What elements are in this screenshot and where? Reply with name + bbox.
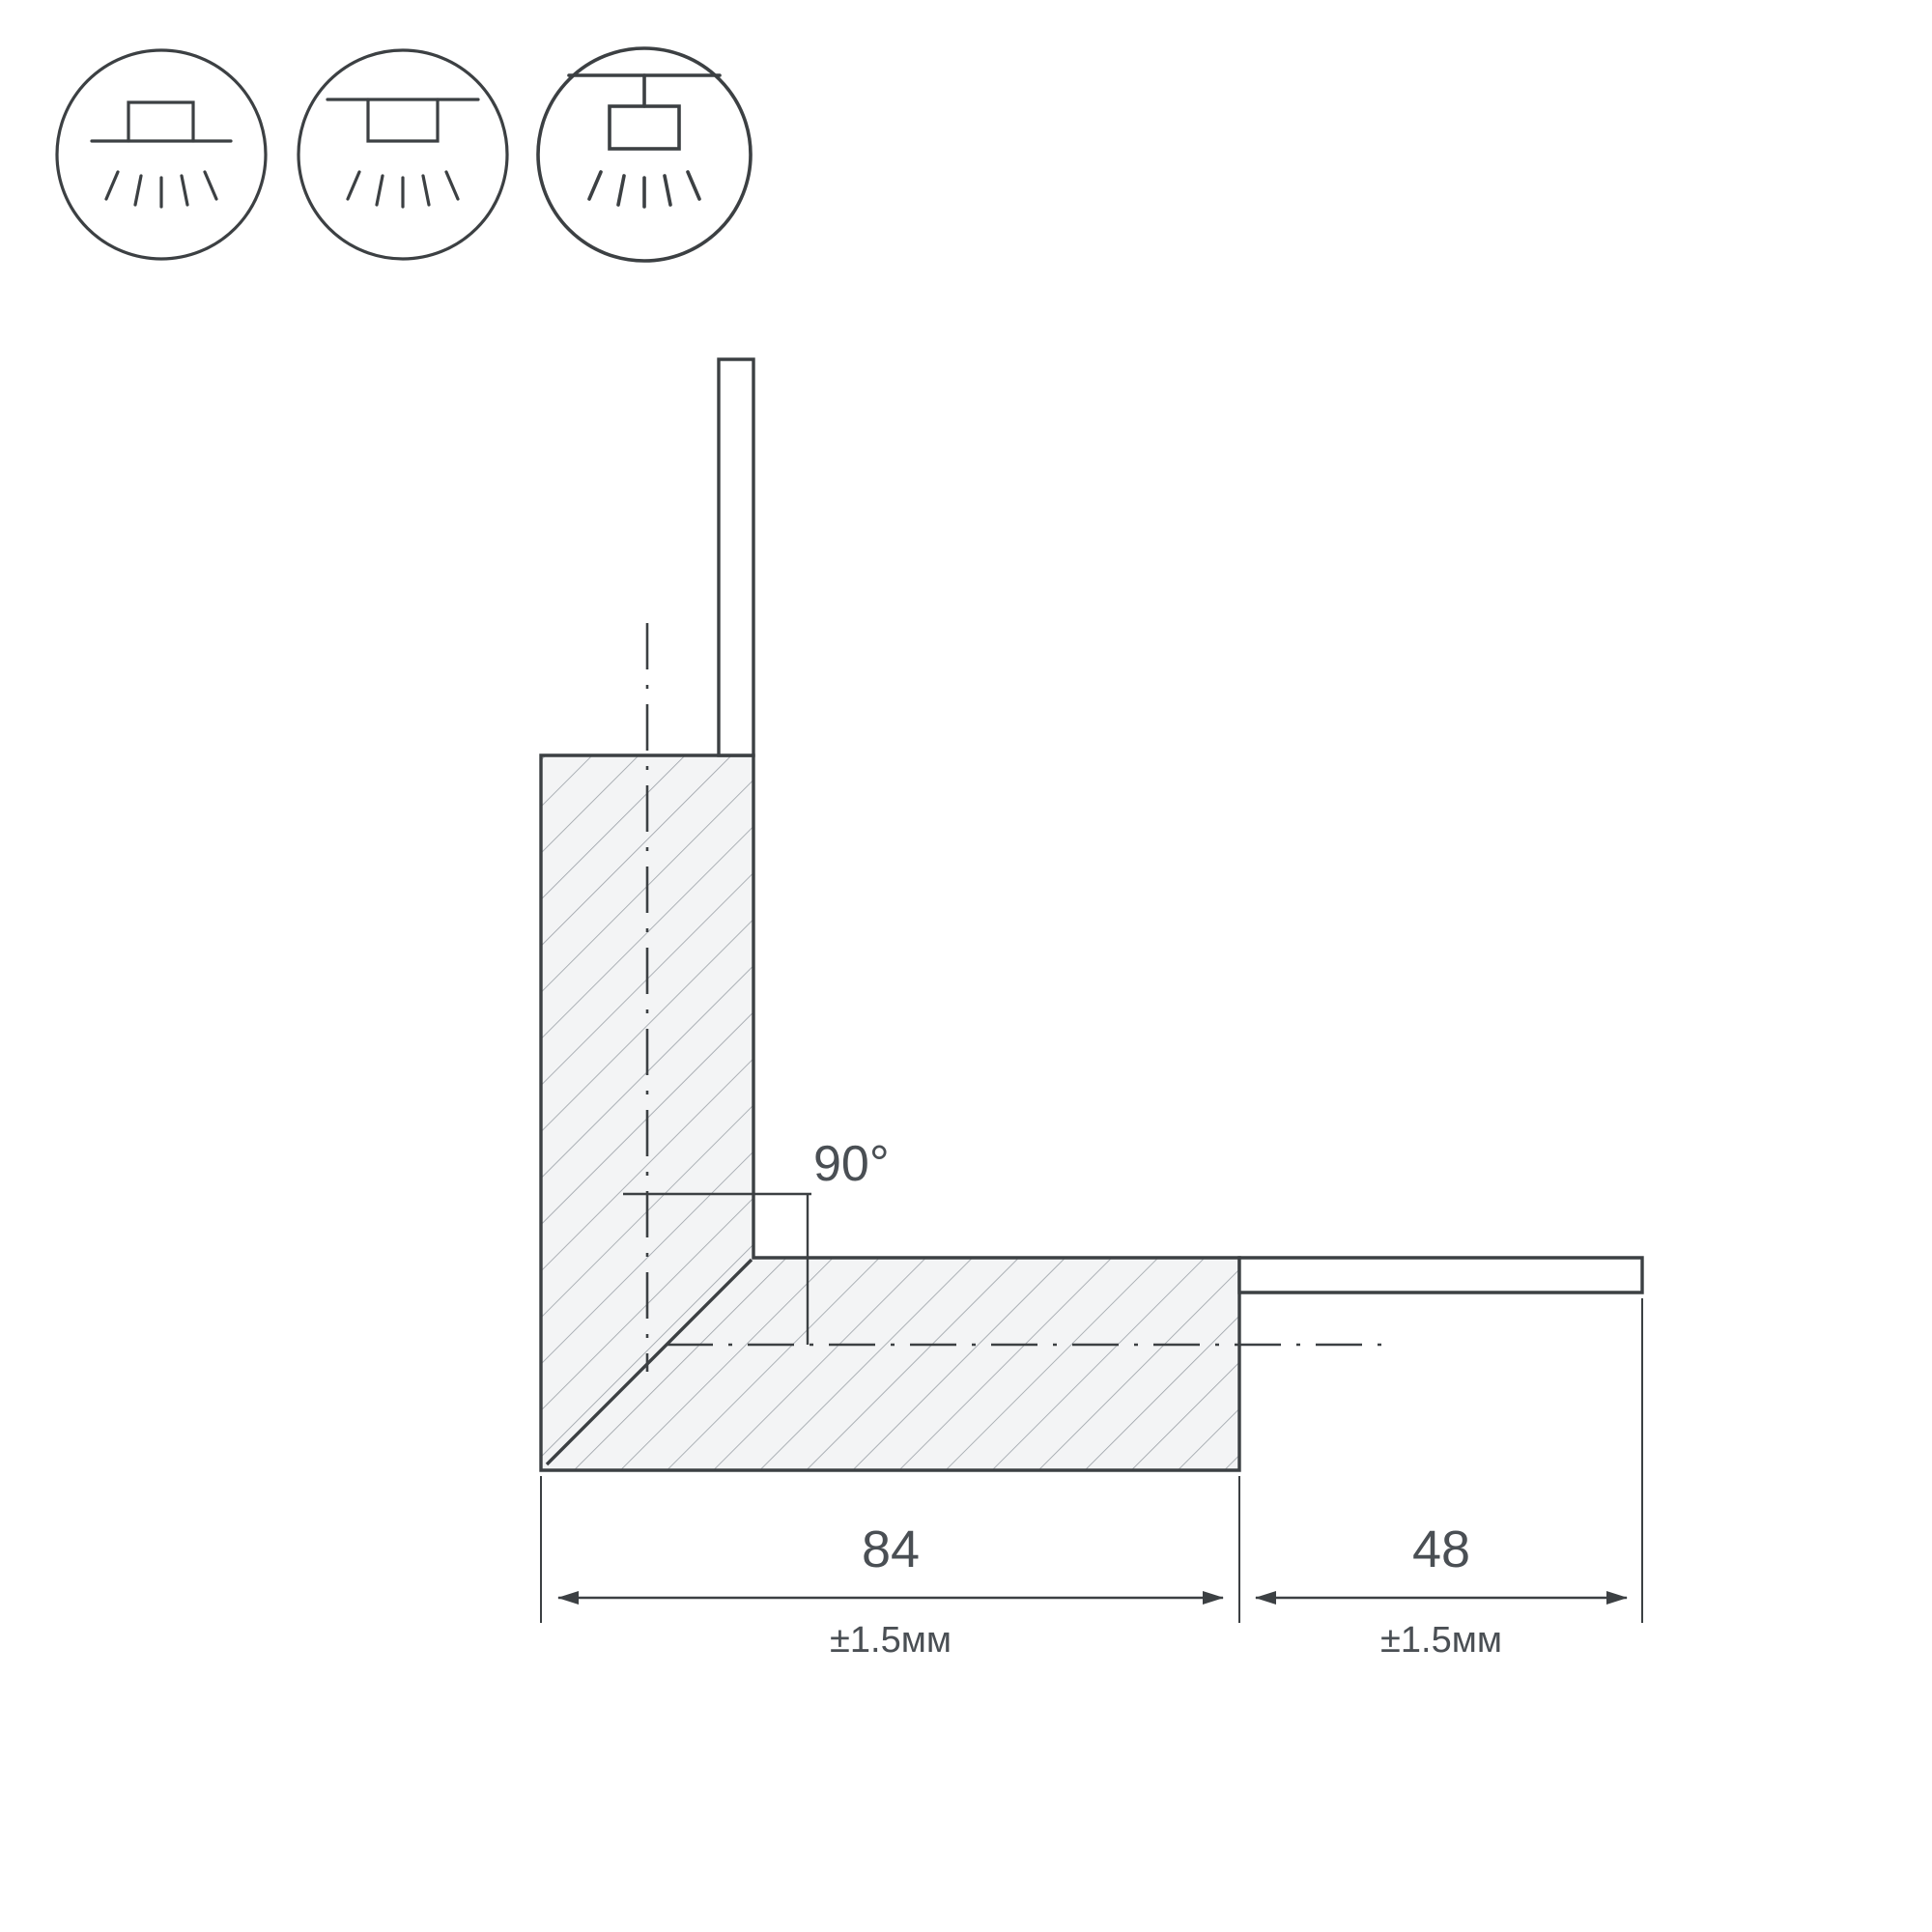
dimension-84-value: 84 <box>861 1520 921 1578</box>
dimension-48-value: 48 <box>1411 1520 1471 1578</box>
angle-label: 90° <box>813 1136 890 1192</box>
dimension-48-tolerance: ±1.5мм <box>1380 1620 1502 1661</box>
horizontal-arm <box>1239 1258 1642 1293</box>
vertical-arm <box>719 359 753 755</box>
dimension-84-tolerance: ±1.5мм <box>830 1620 952 1661</box>
